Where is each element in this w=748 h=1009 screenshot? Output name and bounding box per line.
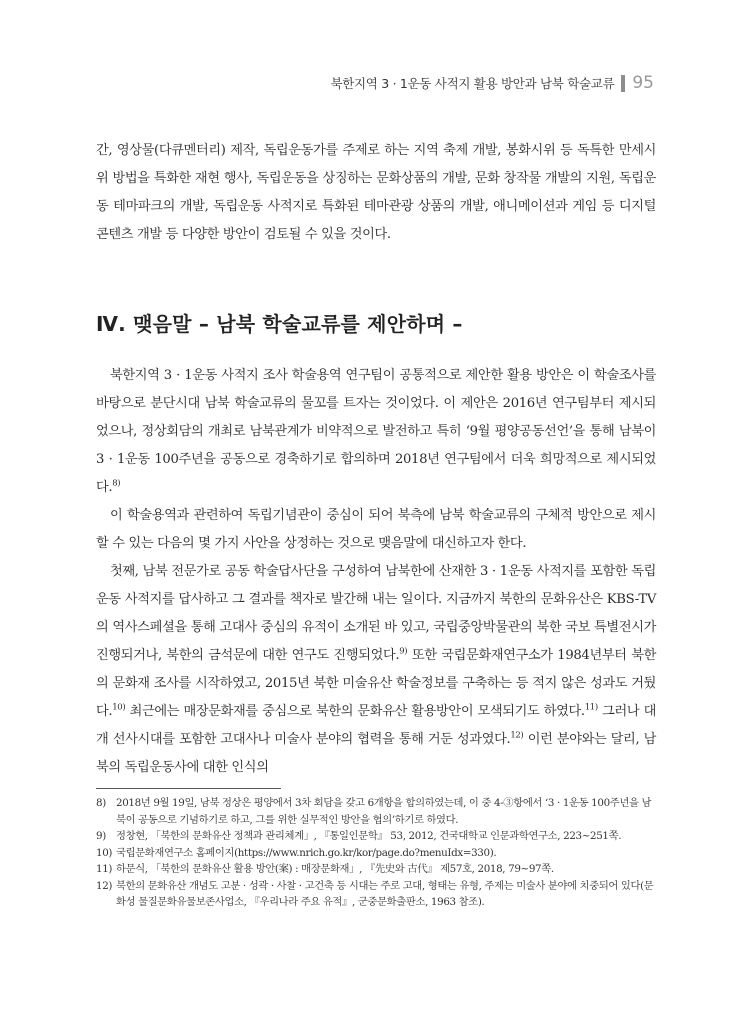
paragraph-text: 첫째, 남북 전문가로 공동 학술답사단을 구성하여 남북한에 산재한 3 · 1운동 사적지를 포함한 독립운동 사적지를 답사하고 그 결과를 책자로 발간해 내는 일이다. 지금까지 북한의 문화유산은 KBS-TV의 역사스페셜을 통해 고대사 중심의 유적이 소개된 바 있고, 국립중앙박물관의 북한 국보 특별전시가 진행되거나, 북한의 금석문에 대한 연구도 진행되었다. [96,564,656,663]
body-paragraph [96,558,656,782]
footnote-text: 정창현, 「북한의 문화유산 정책과 관리체계」, 『통일인문학』 53, 2012, 건국대학교 인문과학연구소, 223~251쪽. [116,830,622,842]
footnote-number: 11) [96,863,113,875]
footnote-number: 12) [96,879,113,892]
section-heading: Ⅳ. 맺음말 – 남북 학술교류를 제안하며 – [96,312,463,336]
paragraph-text: 이 학술용역과 관련하여 독립기념관이 중심이 되어 북측에 남북 학술교류의 구체적 방안으로 제시할 수 있는 다음의 몇 가지 사안을 상정하는 것으로 맺음말에 대신하고자 한다. [96,508,656,551]
footnote-number: 8) [96,797,106,809]
paragraph-text: 또한 국립문화재연구소가 1984년부터 북한의 문화재 조사를 시작하였고, 2015년 북한 미술유산 학술정보를 구축하는 등 적지 않은 성과도 거뒀다. [96,648,656,719]
footnote-item [96,795,656,828]
footnote-text: 하문식, 「북한의 문화유산 활용 방안(案) : 매장문화재」, 『先史와 古代』 제57호, 2018, 79~97쪽. [116,863,554,875]
running-title: 북한지역 3 · 1운동 사적지 활용 방안과 남북 학술교류 [330,76,615,91]
footnote-marker[interactable]: 10) [112,702,126,713]
running-header [330,73,654,93]
footnote-text: 북한의 문화유산 개념도 고분 · 성곽 · 사찰 · 고건축 등 시대는 주로 고대, 형태는 유형, 주제는 미술사 분야에 치중되어 있다(문화성 물질문화유물보존사업소, 『우리나라 주요 유적』, 군중문화출판소, 1963 참조). [116,879,654,908]
footnote-item [96,828,656,845]
footnote-item [96,878,656,911]
footnotes [96,795,656,911]
intro-paragraph-block [96,137,656,249]
footnote-item [96,861,656,878]
body-paragraph [96,502,656,558]
footnote-divider [96,788,281,789]
footnote-number: 9) [96,830,106,842]
footnote-item [96,845,656,862]
paragraph-text: 최근에는 매장문화재를 중심으로 북한의 문화유산 활용방안이 모색되기도 하였다. [125,704,585,719]
footnote-marker[interactable]: 12) [510,730,524,741]
body-paragraph [96,362,656,502]
paragraph-text: 그러나 대개 선사시대를 포함한 고대사나 미술사 분야의 협력을 통해 거둔 성과였다. [96,704,656,747]
paragraph-text: 북한지역 3 · 1운동 사적지 조사 학술용역 연구팀이 공통적으로 제안한 활용 방안은 이 학술조사를 바탕으로 분단시대 남북 학술교류의 물꼬를 트자는 것이었다. 이 제안은 2016년 연구팀부터 제시되었으나, 정상회담의 개최로 남북관계가 비약적으로 발전하고 특히 ‘9월 평양공동선언’을 통해 남북이 3 · 1운동 100주년을 공동으로 경축하기로 합의하며 2018년 연구팀에서 더욱 희망적으로 제시되었다. [96,368,656,495]
main-paragraphs [96,362,656,782]
footnote-text: 국립문화재연구소 홈페이지(https://www.nrich.go.kr/kor/page.do?menuIdx=330). [116,846,497,859]
footnote-number: 10) [96,846,113,859]
header-divider-bar [621,75,625,92]
footnote-text: 2018년 9월 19일, 남북 정상은 평양에서 3차 회담을 갖고 6개항을 합의하였는데, 이 중 4-③항에서 ‘3 · 1운동 100주년을 남북이 공동으로 기념하기로 하고, 그를 위한 실무적인 방안을 협의’하기로 하였다. [116,797,652,826]
page-number: 95 [632,73,654,93]
footnote-marker[interactable]: 9) [399,646,408,657]
footnote-marker[interactable]: 8) [112,478,121,489]
paragraph-text: 이런 분야와는 달리, 남북의 독립운동사에 대한 인식의 [96,732,656,775]
footnote-marker[interactable]: 11) [584,702,598,713]
body-paragraph: 간, 영상물(다큐멘터리) 제작, 독립운동가를 주제로 하는 지역 축제 개발, 봉화시위 등 독특한 만세시위 방법을 특화한 재현 행사, 독립운동을 상징하는 문화상품의 개발, 문화 창작물 개발의 지원, 독립운동 테마파크의 개발, 독립운동 사적지로 특화된 테마관광 상품의 개발, 애니메이션과 게임 등 디지털 콘텐츠 개발 등 다양한 방안이 검토될 수 있을 것이다. [96,143,656,242]
